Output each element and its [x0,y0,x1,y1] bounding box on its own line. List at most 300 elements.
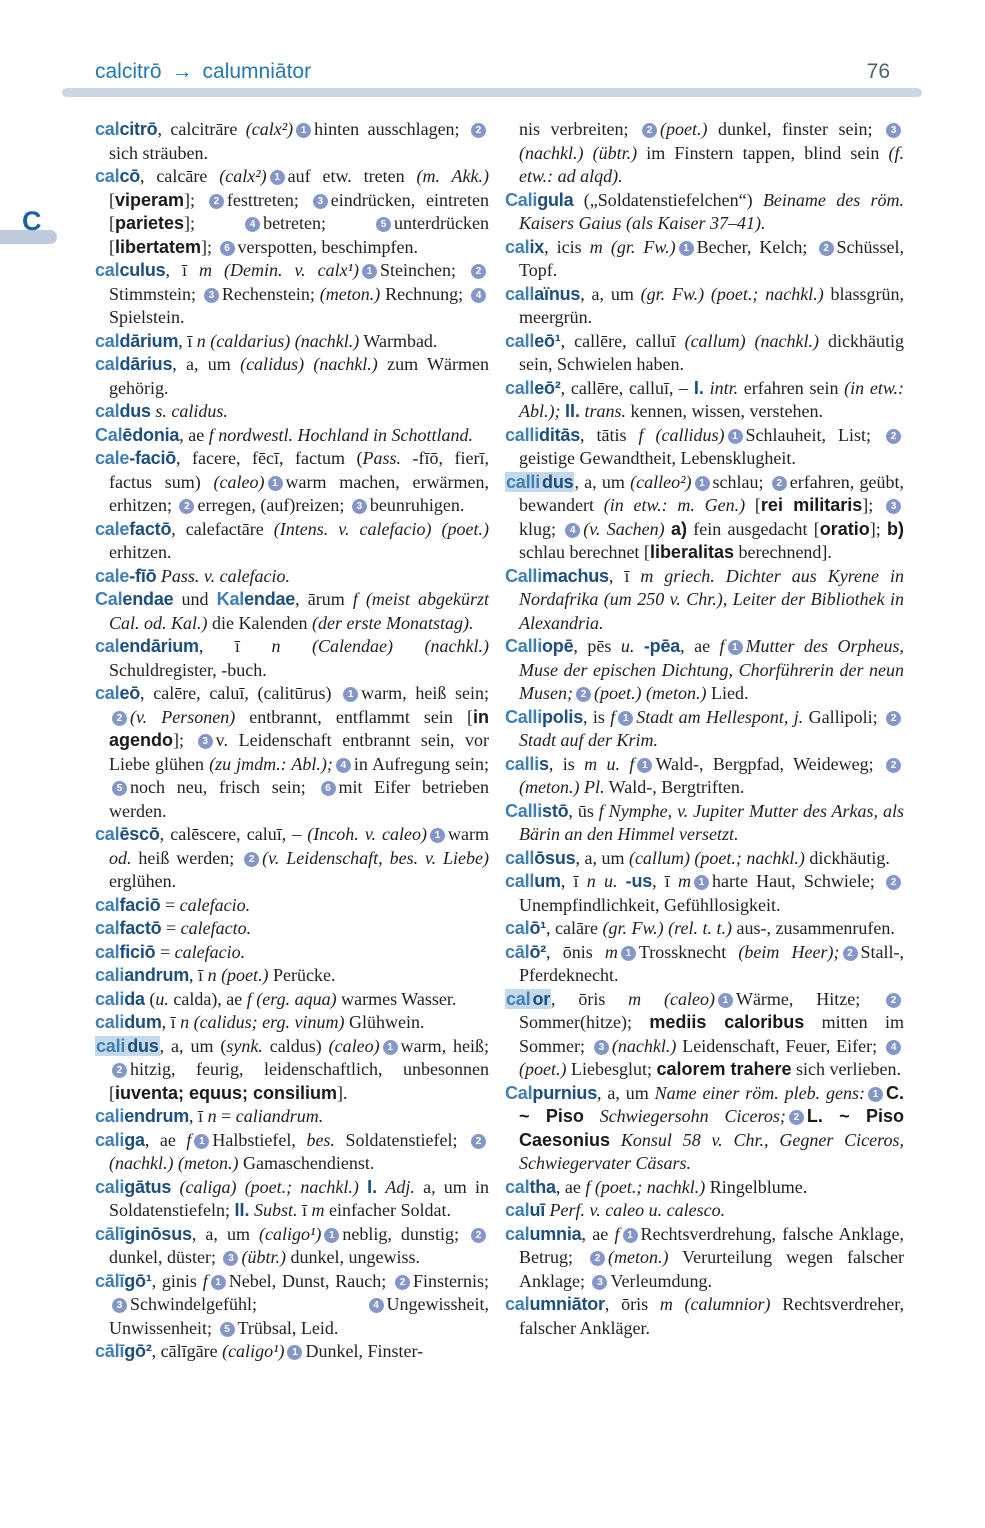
sense-number-badge: 1 [868,1087,883,1102]
headword-prefix: cālī [95,1270,125,1291]
entry-calleo2 [505,377,904,424]
text-run: , ī [189,965,208,985]
text-run: , a, um [575,847,629,868]
text-run: einfacher Soldat. [324,1200,451,1220]
headword: gula [537,189,574,210]
headword-prefix: call [505,377,535,398]
text-run: Lied. [706,683,749,703]
grammar-note: m [677,871,691,891]
headword-prefix-highlighted: cal [506,988,531,1009]
grammar-note: Konsul 58 v. Chr., Gegner Ciceros, Schwiegervater Cäsars. [519,1129,904,1173]
entry-calo1 [505,917,904,941]
sense-number-badge: 1 [211,1275,226,1290]
section-numeral: II. [234,1200,250,1220]
sense-number-badge: 1 [637,758,652,773]
text-run: dickhäutig. [804,847,890,868]
headword: dārius [119,354,173,374]
headword-prefix: cal [505,1200,530,1220]
text-run: ]; [862,495,883,515]
headword-prefix: call [505,283,535,304]
text-run: , calcāre [140,166,220,186]
text-run: neblig, dunstig; [342,1223,468,1244]
headword-prefix: cal [95,401,120,421]
headword: da [124,988,145,1009]
text-run: , ī [652,871,678,891]
text-run: klug; [519,518,563,539]
grammar-note: (in etw.: m. Gen.) [603,495,746,515]
sense-number-badge: 2 [789,1110,804,1125]
text-run: erglühen. [109,871,177,891]
text-run: , ae [581,1223,615,1244]
grammar-note: m (caleo) [628,988,715,1009]
grammar-note: f (erg. aqua) [246,988,337,1009]
headword-prefix: cālī [95,1223,125,1244]
text-run: , ī [165,260,199,280]
entry-caldarius [95,353,489,400]
sense-number-badge: 3 [352,499,367,514]
sense-number-badge: 4 [565,523,580,538]
sense-number-badge: 2 [886,429,901,444]
grammar-note: m (Demin. v. calx¹) [198,260,359,280]
text-run: erhitzen. [109,542,172,562]
headword-prefix: Cal [95,424,123,445]
grammar-note: (nachkl.) (übtr.) [519,142,638,163]
text-run: Stall-, Pferdeknecht. [519,941,904,985]
text-run: Rechnung; [380,283,468,304]
sense-number-badge: 1 [383,1040,398,1055]
grammar-note: f nordwestl. Hochland in Schottland. [208,424,474,445]
headword-highlighted: or [532,988,551,1009]
grammar-note: (zu jmdm.: Abl.); [209,753,333,774]
sense-number-badge: 1 [623,1228,638,1243]
text-run: blassgrün, meergrün. [519,283,904,327]
sense-number-badge: 1 [618,711,633,726]
bold-phrase: C. ~ Piso [519,1082,904,1126]
grammar-note: f Nymphe, v. Jupiter Mutter des Arkas, als Bärin an den Himmel versetzt. [519,800,904,844]
bold-phrase: L. ~ Piso Caesonius [519,1106,905,1150]
text-run: eindrücken, eintreten [ [109,189,490,233]
grammar-note: bes. [306,1129,335,1150]
text-run: die Kalenden [207,612,312,633]
grammar-note: f [202,1270,208,1291]
headword: ficiō [119,941,156,962]
entry-calliope [505,635,904,706]
entry-callum [505,870,904,917]
headword: machus [542,565,609,586]
sense-number-badge: 2 [471,123,486,138]
entry-caliginosus [95,1223,489,1270]
entry-calo2 [505,941,904,988]
entry-calficio [95,941,489,965]
headword: dum [124,1012,162,1032]
entry-caldarium [95,330,489,354]
text-run: warm, heiß; [400,1035,489,1056]
text-run: mit Eifer betrieben werden. [109,777,489,821]
headword: ēdonia [122,424,180,445]
section-numeral: I. [367,1176,378,1197]
text-run: Verurteilung wegen falscher Anklage; [519,1247,904,1291]
text-run: , ginis [151,1270,203,1291]
headword: gātus [124,1176,172,1197]
text-run: , ī [189,1106,208,1126]
text-run: , icis [544,236,590,257]
text-run: , ī [178,330,197,351]
text-run [617,871,625,891]
text-run: a, um in Soldatenstiefeln; [109,1176,490,1220]
headword-prefix: cal [95,166,120,186]
text-run: , ī [198,636,272,656]
grammar-note: (poet.) [660,119,708,139]
text-run: schlau berechnet [ [519,542,650,562]
sense-number-badge: 2 [772,476,787,491]
bold-phrase: calorem trahere [656,1059,792,1079]
text-run: nis verbreiten; [519,119,639,139]
sense-number-badge: 2 [886,875,901,890]
text-run: , ae [179,424,209,445]
text-run: entbrannt, entflammt sein [ [235,706,473,727]
headword: -pēa [643,636,681,656]
text-run: fein ausgedacht [ [686,518,820,539]
headword: umnia [529,1223,582,1244]
headword: citrō [119,119,158,139]
text-run: Ringelblume. [705,1176,808,1197]
grammar-note: synk. [226,1035,263,1056]
sense-number-badge: 4 [336,758,351,773]
headword: endrum [124,1106,190,1126]
section-numeral: I. [693,377,704,398]
headword-prefix: call [505,871,535,891]
headword-prefix: cale [95,518,130,539]
grammar-note: (caliga) (poet.; nachkl.) [179,1176,359,1197]
grammar-note: f (callidus) [638,424,725,445]
headword-prefix: cal [505,236,530,257]
grammar-note: f (poet.; nachkl.) [585,1176,706,1197]
grammar-note: (calx²) [245,119,294,139]
entry-caliendrum [95,1105,489,1129]
text-run: [ [745,495,761,515]
headword: uī [529,1200,546,1220]
entry-callidus [505,471,904,565]
text-run: ī [297,1200,312,1220]
sense-number-badge: 4 [471,288,486,303]
grammar-note: (poet.) [519,1059,567,1079]
bold-phrase: oratio [819,518,870,539]
grammar-note: trans. [584,401,627,421]
entry-calendarium [95,635,489,682]
text-run: Halbstiefel, [212,1129,307,1150]
headword: endae [244,589,296,609]
text-run: , is [583,706,611,727]
sense-number-badge: 2 [244,852,259,867]
headword-prefix: cal [95,918,120,938]
headword-prefix: Calli [505,636,543,656]
headword: ga [124,1129,145,1150]
text-run: ]; [869,518,887,539]
text-run: Soldatenstiefel; [334,1129,468,1150]
grammar-note: (nachkl.) (meton.) [109,1153,239,1173]
headword-prefix: calli [505,753,540,774]
text-run: , ae [680,636,720,656]
headword-prefix: cal [505,1294,530,1314]
text-run: Spielstein. [109,307,185,327]
entry-calfacto [95,917,489,941]
text-run: , ī [560,871,587,891]
text-run: warm, heiß sein; [361,683,489,703]
headword-prefix: Cal [95,589,123,609]
grammar-note: (meton.) [607,1247,669,1267]
grammar-note: (calx²) [219,166,267,186]
text-run: warm machen, erwärmen, erhitzen; [109,471,489,515]
sense-number-badge: 3 [313,194,328,209]
headword-prefix: Cali [505,189,538,210]
grammar-note: u. [620,636,635,656]
sense-number-badge: 1 [621,946,636,961]
text-run: , ūs [568,800,599,821]
headword: ginōsus [124,1223,192,1244]
grammar-note: n (poet.) [207,965,269,985]
bold-phrase: libertatem [115,236,202,257]
entry-caleo [95,682,489,823]
headword: um [534,871,561,891]
text-run: Schüssel, Topf. [519,236,904,280]
sense-number-badge: 1 [728,640,743,655]
text-run: berechnend]. [733,542,832,562]
header-rule [62,88,922,97]
sense-number-badge: 2 [471,1228,486,1243]
entry-callimachus [505,565,904,636]
headword-prefix: cal [505,1176,530,1197]
headword-prefix: cal [95,824,120,844]
sense-number-badge: 2 [886,758,901,773]
sense-number-badge: 2 [886,711,901,726]
text-run: und [173,589,217,609]
grammar-note: (v. Personen) [130,706,236,727]
text-run: ( [144,988,156,1009]
text-run: Rechenstein; [221,283,320,304]
entry-caligo1 [95,1270,489,1341]
bold-phrase: liberalitas [649,542,734,562]
grammar-note: calefacio. [179,894,251,915]
text-run: = [160,894,180,915]
text-run: , callēre, calluī, – [560,377,694,398]
headword-prefix: cal [95,683,120,703]
headword-prefix: cal [505,1223,530,1244]
text-run: = [161,918,181,938]
sense-number-badge: 3 [112,1298,127,1313]
grammar-note: m griech. Dichter aus Kyrene in Nordafrika (um 250 v. Chr.), Leiter der Bibliothek in Alexandria. [519,565,904,633]
text-run: , facere, fēcī, factum ( [176,448,363,468]
text-run: aus-, zusammenrufen. [731,918,895,938]
headword-prefix: cal [95,119,120,139]
headword: ōsus [534,847,576,868]
grammar-note: m [604,941,618,962]
sense-number-badge: 1 [270,170,285,185]
text-run: Gamaschendienst. [238,1153,375,1173]
text-run: Ungewissheit, Unwissenheit; [109,1294,489,1338]
text-run: geistige Gewandtheit, Lebensklugheit. [519,448,796,468]
sense-number-badge: 6 [220,241,235,256]
grammar-note: Perf. v. caleo u. calesco. [549,1200,726,1220]
grammar-note: calefacio. [174,941,246,962]
grammar-note: m (gr. Fw.) [589,236,676,257]
text-run: , ī [608,565,641,586]
text-run: Wald-, Bergpfad, Weideweg; [655,753,883,774]
text-run: sich sträuben. [109,142,208,163]
text-run: , callēre, calluī [560,330,685,351]
headword: andrum [124,965,190,985]
entry-callainus [505,283,904,330]
text-run: erregen, (auf)reizen; [197,495,349,515]
bold-phrase: parietes [115,213,185,233]
grammar-note: Subst. [254,1200,298,1220]
headword: cō [119,166,141,186]
headword-prefix: cāl [505,941,530,962]
sense-number-badge: 3 [198,734,213,749]
text-run: ]; [184,189,206,210]
headword: dārium [119,330,179,351]
headword: ō² [529,941,547,962]
grammar-note: (callum) (nachkl.) [684,330,820,351]
text-run: kennen, wissen, verstehen. [626,401,823,421]
entry-cale-fio [95,565,489,589]
headword-prefix: Cal [505,1082,533,1103]
sense-number-badge: 5 [220,1322,235,1337]
headword: tha [529,1176,556,1197]
headword: opē [542,636,574,656]
text-run: , ōris [604,1294,660,1314]
grammar-note: (calidus) (nachkl.) [240,354,378,374]
grammar-note: calefacto. [180,918,252,938]
grammar-note: Stadt am Hellespont, j. [636,706,804,727]
text-run: , calēscere, caluī, – [159,824,308,844]
headword: -us [625,871,653,891]
bold-phrase: rei militaris [760,495,863,515]
grammar-note: (der erste Monatstag). [311,612,474,633]
text-run: , a, um [580,283,641,304]
sense-number-badge: 2 [112,1063,127,1078]
headword: ditās [539,424,581,445]
headword-prefix: cal [95,330,120,351]
grammar-note: Stadt auf der Krim. [519,730,659,750]
entry-calumnia [505,1223,904,1294]
grammar-note: (beim Heer); [738,941,840,962]
sense-number-badge: 3 [223,1251,238,1266]
entry-calcitro [95,118,489,165]
text-run [634,636,643,656]
grammar-note: intr. [709,377,739,398]
sense-number-badge: 1 [194,1134,209,1149]
text-run: erfahren, geübt, bewandert [519,471,904,515]
text-run: = [216,1106,236,1126]
grammar-note: (caligo¹) [259,1223,322,1244]
grammar-note: (gr. Fw.) (poet.; nachkl.) [640,283,824,304]
column-right [505,118,904,1340]
entry-calui [505,1199,904,1223]
text-run: , a, um [597,1082,655,1103]
headword-prefix: cali [95,988,125,1009]
text-run: Stimmstein; [109,283,201,304]
text-run: Unempfindlichkeit, Gefühllosigkeit. [519,894,781,915]
text-run: , a, um [574,471,631,492]
grammar-note: Pass. [362,448,402,468]
sense-number-badge: 3 [592,1275,607,1290]
section-numeral: II. [564,401,580,421]
headword: culus [119,260,166,280]
text-run: [ [109,189,115,210]
entry-calfacio [95,894,489,918]
grammar-note: m (calumnior) [659,1294,771,1314]
grammar-note: Adj. [385,1176,415,1197]
text-run: Liebesglut; [566,1059,657,1079]
text-run: Rechtsverdrehung, falsche Anklage, Betrug; [519,1223,904,1267]
headword: purnius [532,1082,598,1103]
grammar-note: n (caldarius) (nachkl.) [196,330,360,351]
sense-number-badge: 2 [642,123,657,138]
sense-number-badge: 1 [343,687,358,702]
grammar-note: (in etw.: Abl.); [519,377,905,421]
grammar-note: Beiname des röm. Kaisers Gaius (als Kaiser 37–41). [519,189,904,233]
sense-number-badge: 1 [679,241,694,256]
headword: faciō [119,894,161,915]
sense-number-badge: 4 [369,1298,384,1313]
grammar-note: (gr. Fw.) (rel. t. t.) [602,918,732,938]
headword: -faciō [129,448,177,468]
text-run: , a, um [172,354,241,374]
headword-prefix: cali [95,965,125,985]
entry-calculus [95,259,489,330]
grammar-note: f [614,1223,620,1244]
grammar-note: (poet.) (meton.) [593,683,707,703]
headword-prefix: cale [95,565,130,586]
headword-prefix: cali [95,1129,125,1150]
headword-prefix: cal [95,636,120,656]
text-run: , calcitrāre [157,119,246,139]
entry-caligatus [95,1176,489,1223]
headword-prefix: cal [505,918,530,938]
grammar-note: f [610,706,616,727]
headword-prefix: Calli [505,706,543,727]
sense-number-badge: 1 [362,264,377,279]
headword: ō¹ [529,918,547,938]
bold-phrase: b) [887,518,904,539]
grammar-note: (übtr.) [241,1247,286,1267]
headword-prefix: cali [95,1176,125,1197]
text-run: warmes Wasser. [336,988,457,1009]
text-run: ]; [173,730,195,750]
text-run: , ōnis [546,941,605,962]
headword: polis [542,706,584,727]
text-run: = [155,941,175,962]
bold-phrase: mediis caloribus [649,1012,805,1032]
headword-prefix-highlighted: calli [506,471,541,492]
text-run: auf etw. treten [287,166,417,186]
text-run: , pēs [573,636,621,656]
text-run: hinten ausschlagen; [314,119,468,139]
letter-tab-label: C [22,206,42,236]
entry-calida [95,988,489,1012]
text-run: dunkel, finster sein; [707,119,883,139]
text-run: Becher, Kelch; [696,236,816,257]
entry-calpurnius [505,1082,904,1176]
text-run: , ōris [551,988,629,1009]
sense-number-badge: 3 [886,499,901,514]
entry-calumniator [505,1293,904,1340]
text-run: Dunkel, Finster- [305,1341,424,1361]
text-run: ]; [201,236,217,257]
running-head [95,60,311,84]
sense-number-badge: 5 [376,217,391,232]
headword-prefix: cali [95,1012,125,1032]
